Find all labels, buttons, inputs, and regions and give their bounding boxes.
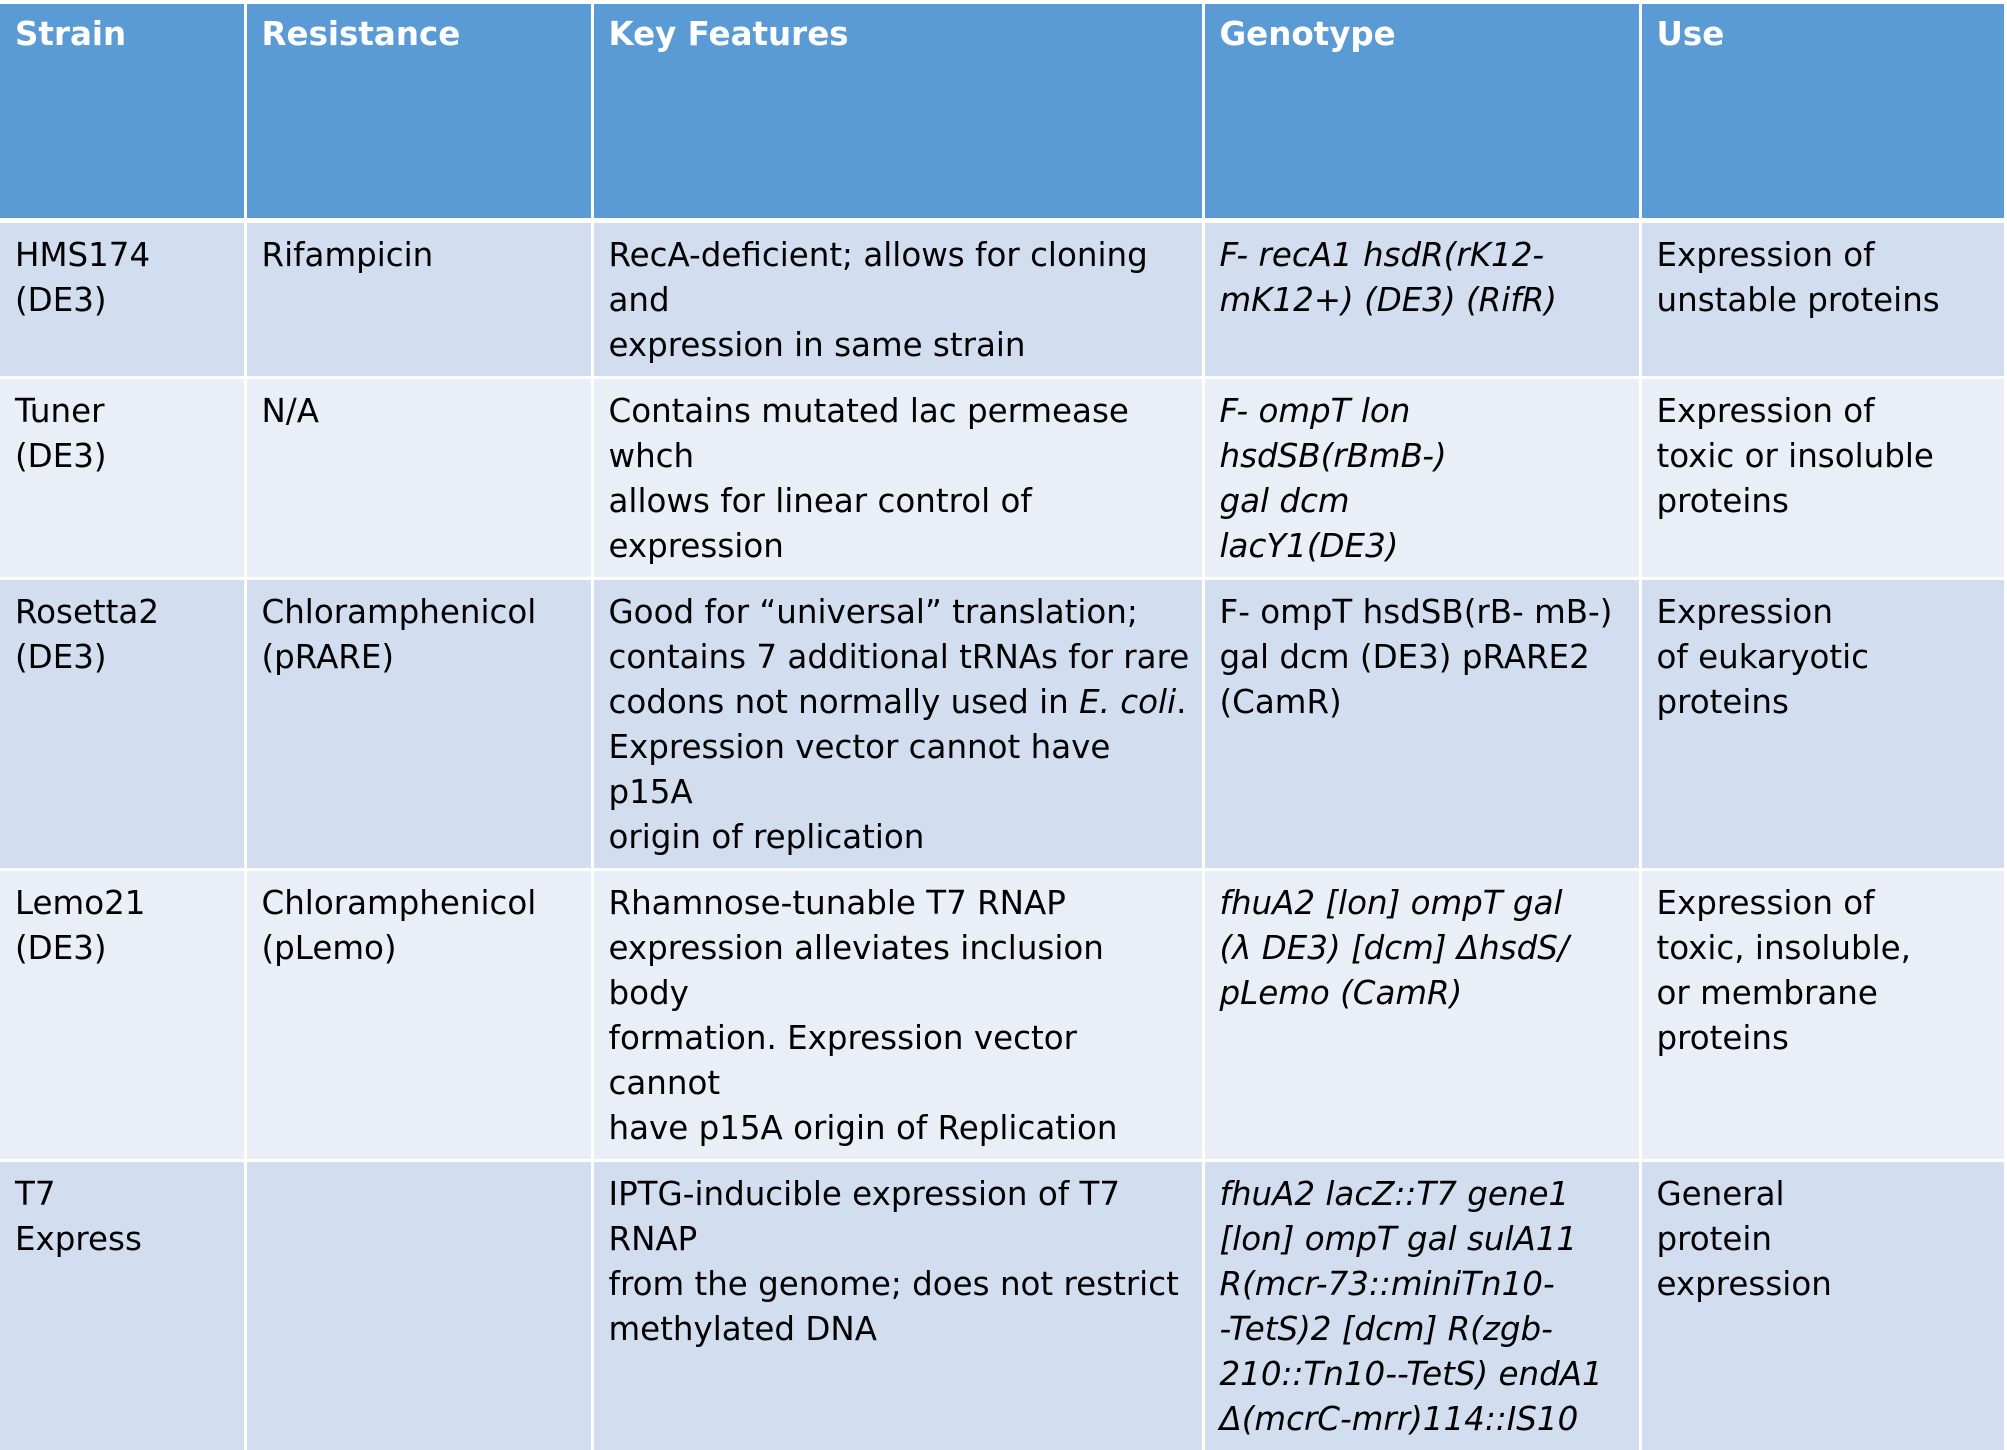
cell-line: Expression of bbox=[1657, 233, 1993, 278]
cell-line: HMS174 bbox=[15, 233, 232, 278]
cell-line-tail: . bbox=[1176, 683, 1186, 721]
cell-use bbox=[1640, 221, 2004, 378]
cell-use bbox=[1640, 579, 2004, 870]
cell-line: gal dcm (DE3) pRARE2 bbox=[1220, 635, 1627, 680]
table-row bbox=[0, 1161, 2004, 1450]
cell-line: T7 bbox=[15, 1172, 232, 1217]
header-genotype: Genotype bbox=[1203, 4, 1640, 221]
cell-line: (pRARE) bbox=[262, 635, 579, 680]
cell-line: Tuner bbox=[15, 389, 232, 434]
cell-line: IPTG-inducible expression of T7 RNAP bbox=[609, 1172, 1190, 1262]
cell-line: Expression of bbox=[1657, 389, 1993, 434]
cell-strain bbox=[0, 1161, 245, 1450]
cell-genotype bbox=[1203, 579, 1640, 870]
cell-line: from the genome; does not restrict bbox=[609, 1262, 1190, 1307]
cell-strain bbox=[0, 221, 245, 378]
cell-line: Chloramphenicol bbox=[262, 881, 579, 926]
table-row bbox=[0, 870, 2004, 1161]
cell-line: F- ompT hsdSB(rB- mB-) bbox=[1220, 590, 1627, 635]
cell-line: contains 7 additional tRNAs for rare bbox=[609, 635, 1190, 680]
cell-line bbox=[609, 680, 1190, 725]
cell-line: F- ompT lon hsdSB(rBmB-) bbox=[1220, 389, 1627, 479]
header-key-features: Key Features bbox=[592, 4, 1203, 221]
cell-line: proteins bbox=[1657, 479, 1993, 524]
cell-resistance bbox=[245, 221, 592, 378]
cell-line: [lon] ompT gal sulA11 bbox=[1220, 1217, 1627, 1262]
cell-resistance bbox=[245, 579, 592, 870]
cell-line: (λ DE3) [dcm] ΔhsdS/ bbox=[1220, 926, 1627, 971]
header-use: Use bbox=[1640, 4, 2004, 221]
header-row bbox=[0, 4, 2004, 221]
cell-line: origin of replication bbox=[609, 815, 1190, 860]
cell-line: Good for “universal” translation; bbox=[609, 590, 1190, 635]
table-body bbox=[0, 221, 2004, 1450]
cell-line: Contains mutated lac permease whch bbox=[609, 389, 1190, 479]
cell-line: toxic, insoluble, bbox=[1657, 926, 1993, 971]
cell-key-features bbox=[592, 579, 1203, 870]
cell-line: Rifampicin bbox=[262, 233, 579, 278]
cell-line: N/A bbox=[262, 389, 579, 434]
cell-line: fhuA2 [lon] ompT gal bbox=[1220, 881, 1627, 926]
cell-line: or membrane bbox=[1657, 971, 1993, 1016]
cell-line: gal dcm bbox=[1220, 479, 1627, 524]
strain-comparison-table bbox=[0, 4, 2004, 1450]
cell-line: (DE3) bbox=[15, 635, 232, 680]
table-row bbox=[0, 221, 2004, 378]
cell-line: proteins bbox=[1657, 680, 1993, 725]
cell-key-features bbox=[592, 1161, 1203, 1450]
species-name: E. coli bbox=[1079, 683, 1176, 721]
cell-line: Δ(mcrC-mrr)114::IS10 bbox=[1220, 1397, 1627, 1442]
cell-line: Rosetta2 bbox=[15, 590, 232, 635]
cell-line: Lemo21 bbox=[15, 881, 232, 926]
cell-line: toxic or insoluble bbox=[1657, 434, 1993, 479]
cell-use bbox=[1640, 870, 2004, 1161]
cell-line: (DE3) bbox=[15, 434, 232, 479]
cell-line: Rhamnose-tunable T7 RNAP bbox=[609, 881, 1190, 926]
cell-line: Expression vector cannot have p15A bbox=[609, 725, 1190, 815]
cell-genotype bbox=[1203, 870, 1640, 1161]
cell-strain bbox=[0, 870, 245, 1161]
cell-line: lacY1(DE3) bbox=[1220, 524, 1627, 569]
cell-strain bbox=[0, 579, 245, 870]
cell-line: Expression bbox=[1657, 590, 1993, 635]
cell-line: (pLemo) bbox=[262, 926, 579, 971]
cell-genotype bbox=[1203, 1161, 1640, 1450]
cell-resistance bbox=[245, 378, 592, 579]
cell-line: allows for linear control of expression bbox=[609, 479, 1190, 569]
cell-line: Express bbox=[15, 1217, 232, 1262]
cell-line: expression in same strain bbox=[609, 323, 1190, 368]
cell-line: F- recA1 hsdR(rK12- bbox=[1220, 233, 1627, 278]
cell-key-features bbox=[592, 221, 1203, 378]
cell-line: (DE3) bbox=[15, 926, 232, 971]
cell-line: methylated DNA bbox=[609, 1307, 1190, 1352]
cell-resistance bbox=[245, 870, 592, 1161]
cell-use bbox=[1640, 1161, 2004, 1450]
cell-line: proteins bbox=[1657, 1016, 1993, 1061]
cell-line: Chloramphenicol bbox=[262, 590, 579, 635]
cell-line: protein bbox=[1657, 1217, 1993, 1262]
cell-line: formation. Expression vector cannot bbox=[609, 1016, 1190, 1106]
cell-line: of eukaryotic bbox=[1657, 635, 1993, 680]
cell-line: fhuA2 lacZ::T7 gene1 bbox=[1220, 1172, 1627, 1217]
cell-line: expression bbox=[1657, 1262, 1993, 1307]
cell-line: have p15A origin of Replication bbox=[609, 1106, 1190, 1151]
cell-line: RecA-deficient; allows for cloning and bbox=[609, 233, 1190, 323]
cell-line: (DE3) bbox=[15, 278, 232, 323]
cell-use bbox=[1640, 378, 2004, 579]
header-resistance: Resistance bbox=[245, 4, 592, 221]
cell-resistance bbox=[245, 1161, 592, 1450]
cell-line: General bbox=[1657, 1172, 1993, 1217]
cell-genotype bbox=[1203, 221, 1640, 378]
cell-line: -TetS)2 [dcm] R(zgb- bbox=[1220, 1307, 1627, 1352]
cell-line: unstable proteins bbox=[1657, 278, 1993, 323]
cell-key-features bbox=[592, 870, 1203, 1161]
cell-line: R(mcr-73::miniTn10- bbox=[1220, 1262, 1627, 1307]
header-strain: Strain bbox=[0, 4, 245, 221]
cell-line: Expression of bbox=[1657, 881, 1993, 926]
cell-genotype bbox=[1203, 378, 1640, 579]
cell-line: (CamR) bbox=[1220, 680, 1627, 725]
table-row bbox=[0, 579, 2004, 870]
table-row bbox=[0, 378, 2004, 579]
cell-line: expression alleviates inclusion body bbox=[609, 926, 1190, 1016]
cell-line: 210::Tn10--TetS) endA1 bbox=[1220, 1352, 1627, 1397]
cell-line: mK12+) (DE3) (RifR) bbox=[1220, 278, 1627, 323]
cell-key-features bbox=[592, 378, 1203, 579]
cell-line: pLemo (CamR) bbox=[1220, 971, 1627, 1016]
cell-line: codons not normally used in bbox=[609, 683, 1080, 721]
cell-strain bbox=[0, 378, 245, 579]
